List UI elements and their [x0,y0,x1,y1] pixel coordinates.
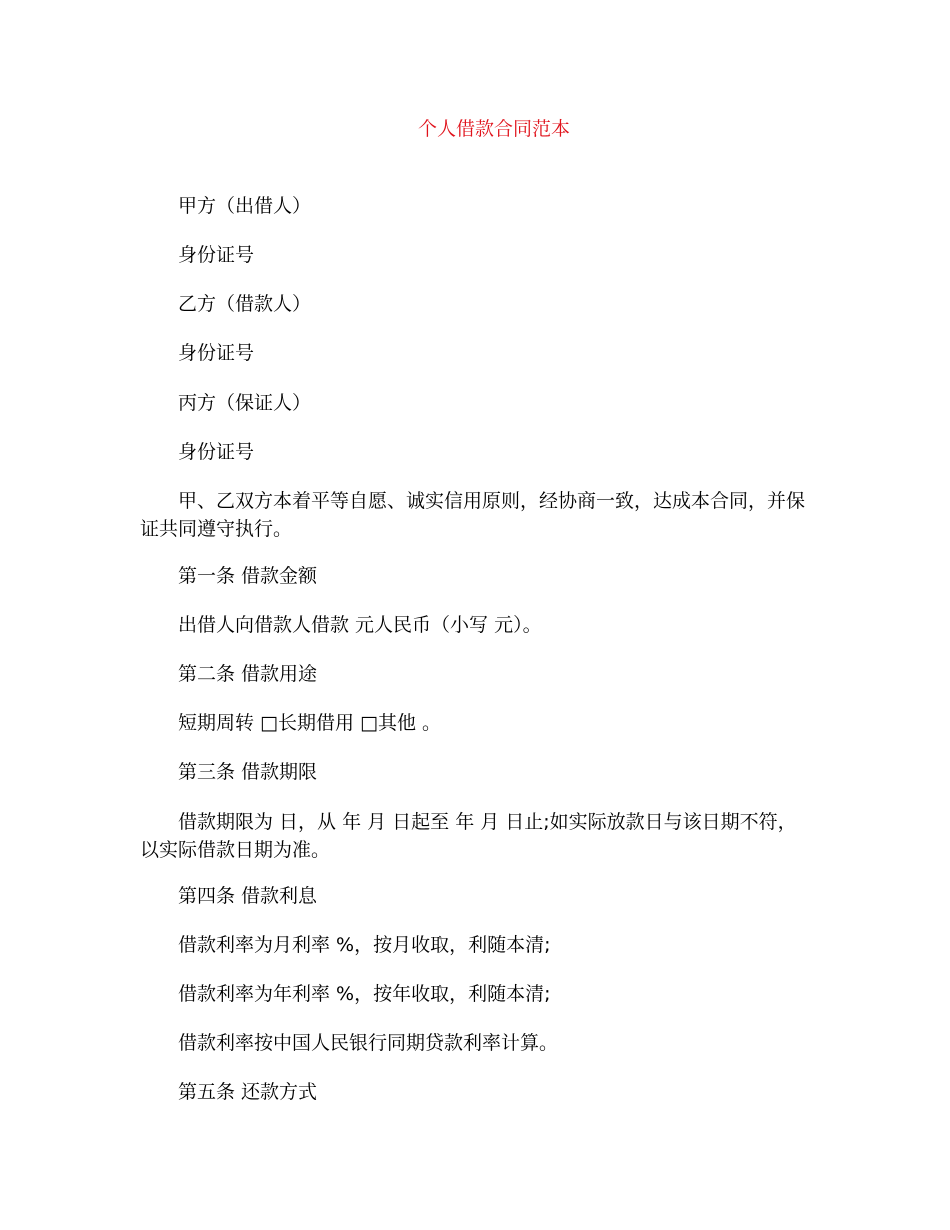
article-4-pboc-rate: 借款利率按中国人民银行同期贷款利率计算。 [178,1032,559,1054]
party-b-id-label: 身份证号 [178,342,255,364]
article-4-annual-rate: 借款利率为年利率 %，按年收取，利随本清; [178,983,551,1005]
party-c-id-label: 身份证号 [178,441,255,463]
document-title: 个人借款合同范本 [417,118,570,140]
article-2-body: 短期周转 □长期借用 □其他 。 [178,712,442,734]
article-3-body: 借款期限为 日，从 年 月 日起至 年 月 日止;如实际放款日与该日期不符，以实际借款日期为准。 [140,811,797,861]
party-c-label: 丙方（保证人） [178,392,312,414]
article-3-heading: 第三条 借款期限 [178,761,318,783]
article-4-heading: 第四条 借款利息 [178,885,318,907]
agreement-preamble: 甲、乙双方本着平等自愿、诚实信用原则，经协商一致，达成本合同，并保证共同遵守执行。 [140,490,806,540]
party-b-label: 乙方（借款人） [178,293,312,315]
article-2-heading: 第二条 借款用途 [178,663,318,685]
article-5-heading: 第五条 还款方式 [178,1081,318,1103]
article-4-monthly-rate: 借款利率为月利率 %，按月收取，利随本清; [178,934,551,956]
article-1-heading: 第一条 借款金额 [178,565,318,587]
article-1-body: 出借人向借款人借款 元人民币（小写 元）。 [178,614,542,636]
party-a-id-label: 身份证号 [178,244,255,266]
party-a-label: 甲方（出借人） [178,195,312,217]
